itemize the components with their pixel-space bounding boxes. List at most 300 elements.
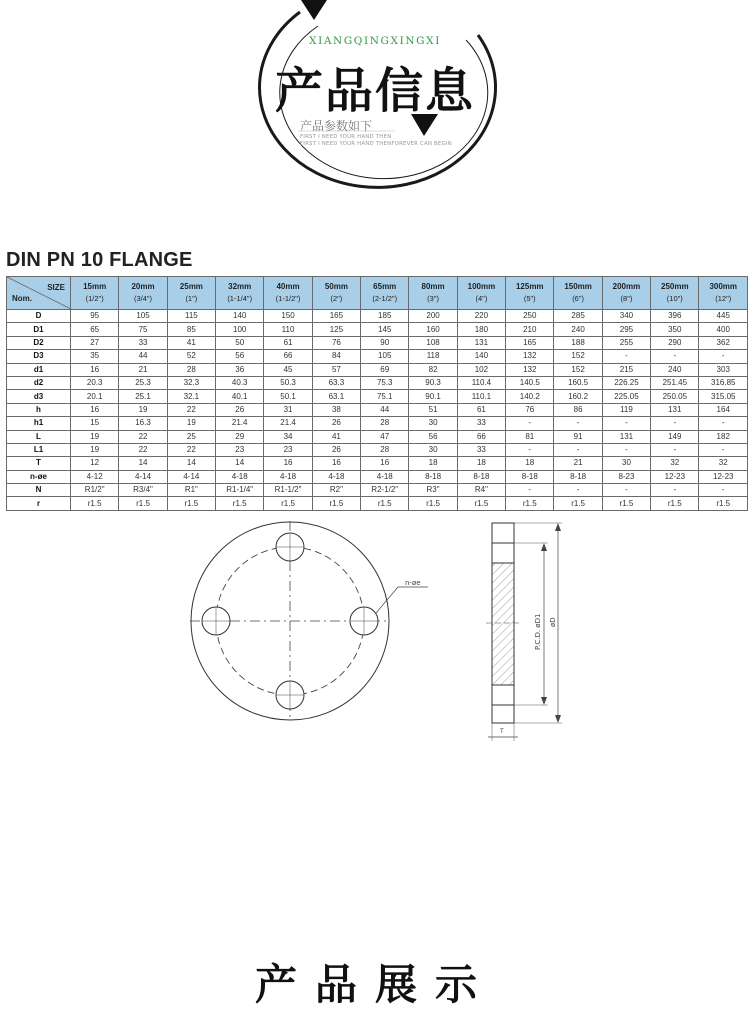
table-cell: 22 bbox=[167, 403, 215, 416]
table-cell: - bbox=[699, 443, 748, 456]
row-label: N bbox=[7, 484, 71, 497]
column-header bbox=[312, 277, 360, 310]
table-cell: 86 bbox=[554, 403, 602, 416]
table-cell: 152 bbox=[554, 350, 602, 363]
column-mm: 300mm bbox=[709, 282, 738, 291]
table-cell: 115 bbox=[167, 310, 215, 323]
table-cell: 50.1 bbox=[264, 390, 312, 403]
table-cell: 110.1 bbox=[457, 390, 505, 403]
table-cell: - bbox=[651, 443, 699, 456]
table-cell: 240 bbox=[651, 363, 699, 376]
table-cell: 14 bbox=[216, 457, 264, 470]
table-cell: 8-23 bbox=[602, 470, 650, 483]
subtitle-cn: 产品参数如下 bbox=[300, 119, 373, 133]
table-cell: 30 bbox=[409, 417, 457, 430]
row-label: d1 bbox=[7, 363, 71, 376]
table-cell: - bbox=[554, 484, 602, 497]
table-cell: 90.3 bbox=[409, 376, 457, 389]
row-label: D bbox=[7, 310, 71, 323]
latin-title: XIANGQINGXINGXI bbox=[309, 35, 441, 47]
drawing-svg bbox=[0, 515, 750, 755]
table-cell: 4-14 bbox=[167, 470, 215, 483]
table-cell: - bbox=[602, 417, 650, 430]
table-cell: 22 bbox=[119, 443, 167, 456]
table-cell: 140 bbox=[457, 350, 505, 363]
subtitle-en-2: FIRST I NEED YOUR HAND THENFOREVER CAN BEGIN bbox=[300, 141, 452, 147]
table-cell: - bbox=[699, 484, 748, 497]
table-cell: 28 bbox=[361, 443, 409, 456]
table-cell: R1-1/4" bbox=[216, 484, 264, 497]
table-row bbox=[7, 323, 748, 336]
table-cell: 50.3 bbox=[264, 376, 312, 389]
column-mm: 50mm bbox=[324, 282, 348, 291]
table-cell: 23 bbox=[264, 443, 312, 456]
table-cell: 108 bbox=[409, 336, 457, 349]
column-header bbox=[119, 277, 167, 310]
table-cell: r1.5 bbox=[409, 497, 457, 510]
table-cell: 27 bbox=[71, 336, 119, 349]
column-inch: (1") bbox=[185, 294, 198, 303]
table-cell: 65 bbox=[71, 323, 119, 336]
table-cell: - bbox=[506, 443, 554, 456]
table-cell: 316.85 bbox=[699, 376, 748, 389]
table-cell: r1.5 bbox=[457, 497, 505, 510]
column-header bbox=[361, 277, 409, 310]
column-inch: (3") bbox=[427, 294, 439, 303]
row-label: r bbox=[7, 497, 71, 510]
table-cell: - bbox=[699, 417, 748, 430]
pcd-label: P.C.D. øD1 bbox=[534, 613, 542, 650]
table-cell: - bbox=[506, 484, 554, 497]
table-cell: 315.05 bbox=[699, 390, 748, 403]
table-row bbox=[7, 457, 748, 470]
table-row bbox=[7, 484, 748, 497]
row-label: D2 bbox=[7, 336, 71, 349]
table-cell: 20.3 bbox=[71, 376, 119, 389]
table-cell: 33 bbox=[119, 336, 167, 349]
table-cell: 240 bbox=[554, 323, 602, 336]
subtitle-en-1: FIRST I NEED YOUR HAND THEN bbox=[300, 134, 392, 140]
column-mm: 15mm bbox=[83, 282, 107, 291]
table-cell: r1.5 bbox=[216, 497, 264, 510]
table-row bbox=[7, 310, 748, 323]
table-cell: 140 bbox=[216, 310, 264, 323]
row-label: d3 bbox=[7, 390, 71, 403]
table-cell: 19 bbox=[71, 430, 119, 443]
table-cell: 21.4 bbox=[264, 417, 312, 430]
row-label: h bbox=[7, 403, 71, 416]
table-cell: 18 bbox=[409, 457, 457, 470]
table-cell: 8-18 bbox=[457, 470, 505, 483]
table-row bbox=[7, 363, 748, 376]
column-header bbox=[264, 277, 312, 310]
table-cell: 56 bbox=[409, 430, 457, 443]
table-cell: 4-18 bbox=[361, 470, 409, 483]
table-cell: 36 bbox=[216, 363, 264, 376]
row-label: h1 bbox=[7, 417, 71, 430]
table-cell: 32.1 bbox=[167, 390, 215, 403]
table-cell: 16.3 bbox=[119, 417, 167, 430]
column-mm: 150mm bbox=[564, 282, 592, 291]
table-cell: 85 bbox=[167, 323, 215, 336]
table-cell: 66 bbox=[264, 350, 312, 363]
table-cell: R3/4" bbox=[119, 484, 167, 497]
table-cell: 105 bbox=[119, 310, 167, 323]
table-cell: 41 bbox=[312, 430, 360, 443]
table-row bbox=[7, 430, 748, 443]
table-cell: 35 bbox=[71, 350, 119, 363]
row-label: D3 bbox=[7, 350, 71, 363]
row-label: T bbox=[7, 457, 71, 470]
table-cell: r1.5 bbox=[71, 497, 119, 510]
table-cell: 81 bbox=[506, 430, 554, 443]
table-title: DIN PN 10 FLANGE bbox=[6, 249, 193, 271]
column-header bbox=[699, 277, 748, 310]
table-cell: 445 bbox=[699, 310, 748, 323]
table-header-row bbox=[7, 277, 748, 310]
table-cell: 90 bbox=[361, 336, 409, 349]
column-header bbox=[216, 277, 264, 310]
table-cell: R2" bbox=[312, 484, 360, 497]
table-cell: R1" bbox=[167, 484, 215, 497]
table-cell: 23 bbox=[216, 443, 264, 456]
table-cell: - bbox=[506, 417, 554, 430]
table-cell: 44 bbox=[361, 403, 409, 416]
table-cell: 32.3 bbox=[167, 376, 215, 389]
table-cell: 33 bbox=[457, 443, 505, 456]
column-inch: (1/2") bbox=[85, 294, 104, 303]
table-cell: R2-1/2" bbox=[361, 484, 409, 497]
column-inch: (1-1/4") bbox=[227, 294, 253, 303]
table-cell: 145 bbox=[361, 323, 409, 336]
table-cell: 63.3 bbox=[312, 376, 360, 389]
table-cell: 14 bbox=[119, 457, 167, 470]
table-cell: 95 bbox=[71, 310, 119, 323]
column-mm: 32mm bbox=[228, 282, 252, 291]
table-cell: 57 bbox=[312, 363, 360, 376]
table-cell: 340 bbox=[602, 310, 650, 323]
table-cell: 25 bbox=[167, 430, 215, 443]
table-cell: 110.4 bbox=[457, 376, 505, 389]
table-cell: 82 bbox=[409, 363, 457, 376]
table-cell: 4-14 bbox=[119, 470, 167, 483]
table-cell: 32 bbox=[651, 457, 699, 470]
table-cell: 140.2 bbox=[506, 390, 554, 403]
column-inch: (3/4") bbox=[133, 294, 153, 303]
column-header bbox=[602, 277, 650, 310]
table-cell: 303 bbox=[699, 363, 748, 376]
table-cell: 20.1 bbox=[71, 390, 119, 403]
table-cell: 16 bbox=[71, 403, 119, 416]
table-cell: 4-18 bbox=[264, 470, 312, 483]
table-cell: 50 bbox=[216, 336, 264, 349]
column-header bbox=[71, 277, 119, 310]
table-cell: 226.25 bbox=[602, 376, 650, 389]
od-label: øD bbox=[549, 617, 557, 627]
page-title: 产品信息 bbox=[274, 63, 475, 119]
table-cell: - bbox=[554, 443, 602, 456]
table-row bbox=[7, 350, 748, 363]
table-cell: 131 bbox=[602, 430, 650, 443]
column-mm: 40mm bbox=[276, 282, 300, 291]
table-cell: 295 bbox=[602, 323, 650, 336]
table-cell: 22 bbox=[119, 430, 167, 443]
table-cell: 4-18 bbox=[216, 470, 264, 483]
table-cell: R1/2" bbox=[71, 484, 119, 497]
table-cell: 28 bbox=[167, 363, 215, 376]
column-header bbox=[457, 277, 505, 310]
column-header bbox=[554, 277, 602, 310]
table-cell: - bbox=[602, 484, 650, 497]
side-view bbox=[486, 523, 562, 741]
table-cell: 8-18 bbox=[554, 470, 602, 483]
table-cell: 105 bbox=[361, 350, 409, 363]
table-cell: 15 bbox=[71, 417, 119, 430]
column-inch: (6") bbox=[572, 294, 585, 303]
column-inch: (4") bbox=[475, 294, 488, 303]
table-cell: 250.05 bbox=[651, 390, 699, 403]
table-cell: - bbox=[651, 350, 699, 363]
table-row bbox=[7, 376, 748, 389]
row-label: L1 bbox=[7, 443, 71, 456]
column-header bbox=[651, 277, 699, 310]
table-cell: 110 bbox=[264, 323, 312, 336]
table-cell: 255 bbox=[602, 336, 650, 349]
table-cell: 150 bbox=[264, 310, 312, 323]
side-hatched-body bbox=[492, 563, 514, 685]
table-cell: 12 bbox=[71, 457, 119, 470]
table-cell: r1.5 bbox=[312, 497, 360, 510]
table-cell: R3" bbox=[409, 484, 457, 497]
table-row bbox=[7, 336, 748, 349]
table-cell: 100 bbox=[216, 323, 264, 336]
table-row bbox=[7, 470, 748, 483]
table-cell: 200 bbox=[409, 310, 457, 323]
next-section-title: 产品展示 bbox=[254, 960, 495, 1009]
table-cell: 21 bbox=[119, 363, 167, 376]
column-mm: 200mm bbox=[612, 282, 641, 291]
table-cell: 19 bbox=[71, 443, 119, 456]
table-cell: 188 bbox=[554, 336, 602, 349]
table-cell: r1.5 bbox=[651, 497, 699, 510]
table-cell: 250 bbox=[506, 310, 554, 323]
table-cell: 44 bbox=[119, 350, 167, 363]
table-cell: 210 bbox=[506, 323, 554, 336]
front-view bbox=[190, 521, 428, 721]
table-cell: 215 bbox=[602, 363, 650, 376]
table-cell: 75.3 bbox=[361, 376, 409, 389]
column-mm: 125mm bbox=[515, 282, 544, 291]
table-cell: 180 bbox=[457, 323, 505, 336]
table-cell: 31 bbox=[264, 403, 312, 416]
table-cell: 160.2 bbox=[554, 390, 602, 403]
column-header bbox=[167, 277, 215, 310]
table-cell: 149 bbox=[651, 430, 699, 443]
table-cell: 132 bbox=[506, 363, 554, 376]
table-cell: 66 bbox=[457, 430, 505, 443]
table-cell: r1.5 bbox=[264, 497, 312, 510]
table-cell: 165 bbox=[506, 336, 554, 349]
table-cell: 160.5 bbox=[554, 376, 602, 389]
column-mm: 20mm bbox=[131, 282, 155, 291]
table-cell: 25.1 bbox=[119, 390, 167, 403]
table-cell: 16 bbox=[312, 457, 360, 470]
table-cell: 52 bbox=[167, 350, 215, 363]
table-cell: 45 bbox=[264, 363, 312, 376]
thickness-label: T bbox=[500, 728, 504, 735]
table-cell: 14 bbox=[167, 457, 215, 470]
table-row bbox=[7, 497, 748, 510]
table-cell: 396 bbox=[651, 310, 699, 323]
table-cell: 400 bbox=[699, 323, 748, 336]
table-cell: R1-1/2" bbox=[264, 484, 312, 497]
table-cell: 28 bbox=[361, 417, 409, 430]
table-cell: r1.5 bbox=[167, 497, 215, 510]
table-cell: - bbox=[554, 417, 602, 430]
table-cell: 12-23 bbox=[651, 470, 699, 483]
corner-size-label: SIZE bbox=[47, 283, 65, 292]
table-cell: 251.45 bbox=[651, 376, 699, 389]
table-cell: 285 bbox=[554, 310, 602, 323]
table-cell: 290 bbox=[651, 336, 699, 349]
table-body bbox=[7, 310, 748, 511]
row-label: D1 bbox=[7, 323, 71, 336]
column-inch: (12") bbox=[715, 294, 732, 303]
table-cell: - bbox=[699, 350, 748, 363]
table-cell: 18 bbox=[457, 457, 505, 470]
table-cell: 160 bbox=[409, 323, 457, 336]
table-cell: 119 bbox=[602, 403, 650, 416]
column-inch: (1-1/2") bbox=[275, 294, 301, 303]
table-cell: 4-18 bbox=[312, 470, 360, 483]
table-cell: 21 bbox=[554, 457, 602, 470]
table-cell: 75 bbox=[119, 323, 167, 336]
column-mm: 25mm bbox=[179, 282, 203, 291]
table-cell: 131 bbox=[651, 403, 699, 416]
table-cell: 90.1 bbox=[409, 390, 457, 403]
table-cell: 63.1 bbox=[312, 390, 360, 403]
table-cell: 165 bbox=[312, 310, 360, 323]
table-cell: 32 bbox=[699, 457, 748, 470]
table-row bbox=[7, 390, 748, 403]
table-cell: 26 bbox=[312, 443, 360, 456]
table-cell: 40.1 bbox=[216, 390, 264, 403]
table-cell: 16 bbox=[361, 457, 409, 470]
table-cell: 41 bbox=[167, 336, 215, 349]
flange-drawing bbox=[0, 515, 750, 759]
table-cell: 182 bbox=[699, 430, 748, 443]
table-cell: 18 bbox=[506, 457, 554, 470]
table-cell: 102 bbox=[457, 363, 505, 376]
table-row bbox=[7, 417, 748, 430]
table-cell: 19 bbox=[119, 403, 167, 416]
column-header bbox=[506, 277, 554, 310]
column-mm: 65mm bbox=[373, 282, 397, 291]
column-header bbox=[409, 277, 457, 310]
row-label: d2 bbox=[7, 376, 71, 389]
table-cell: 8-18 bbox=[409, 470, 457, 483]
table-cell: 362 bbox=[699, 336, 748, 349]
table-cell: 225.05 bbox=[602, 390, 650, 403]
table-cell: 220 bbox=[457, 310, 505, 323]
table-cell: 131 bbox=[457, 336, 505, 349]
table-cell: 26 bbox=[216, 403, 264, 416]
table-cell: 118 bbox=[409, 350, 457, 363]
table-cell: 29 bbox=[216, 430, 264, 443]
table-cell: 34 bbox=[264, 430, 312, 443]
triangle-top-icon bbox=[301, 0, 327, 20]
table-cell: 91 bbox=[554, 430, 602, 443]
row-label: L bbox=[7, 430, 71, 443]
table-cell: r1.5 bbox=[699, 497, 748, 510]
corner-nom-label: Nom. bbox=[12, 294, 32, 303]
table-cell: r1.5 bbox=[554, 497, 602, 510]
table-cell: 16 bbox=[264, 457, 312, 470]
table-row bbox=[7, 403, 748, 416]
table-cell: - bbox=[651, 417, 699, 430]
table-corner-cell bbox=[7, 277, 71, 310]
table-cell: 125 bbox=[312, 323, 360, 336]
table-cell: 33 bbox=[457, 417, 505, 430]
table-cell: 76 bbox=[506, 403, 554, 416]
table-cell: 38 bbox=[312, 403, 360, 416]
table-cell: 185 bbox=[361, 310, 409, 323]
table-cell: 350 bbox=[651, 323, 699, 336]
table-cell: - bbox=[602, 350, 650, 363]
table-cell: 69 bbox=[361, 363, 409, 376]
table-cell: 47 bbox=[361, 430, 409, 443]
table-cell: 75.1 bbox=[361, 390, 409, 403]
table-cell: 19 bbox=[167, 417, 215, 430]
table-row bbox=[7, 443, 748, 456]
table-cell: r1.5 bbox=[602, 497, 650, 510]
table-cell: 4-12 bbox=[71, 470, 119, 483]
column-inch: (8") bbox=[620, 294, 633, 303]
table-cell: 56 bbox=[216, 350, 264, 363]
column-inch: (2-1/2") bbox=[372, 294, 398, 303]
table-cell: 164 bbox=[699, 403, 748, 416]
table-cell: 40.3 bbox=[216, 376, 264, 389]
hole-label: n-øe bbox=[405, 579, 421, 587]
table-cell: 84 bbox=[312, 350, 360, 363]
table-cell: 26 bbox=[312, 417, 360, 430]
table-cell: 8-18 bbox=[506, 470, 554, 483]
table-cell: 76 bbox=[312, 336, 360, 349]
table-cell: 61 bbox=[457, 403, 505, 416]
column-inch: (10") bbox=[666, 294, 683, 303]
table-cell: 51 bbox=[409, 403, 457, 416]
table-cell: 16 bbox=[71, 363, 119, 376]
table-cell: 21.4 bbox=[216, 417, 264, 430]
column-inch: (2") bbox=[330, 294, 343, 303]
table-cell: 30 bbox=[602, 457, 650, 470]
table-cell: r1.5 bbox=[119, 497, 167, 510]
row-label: n-øe bbox=[7, 470, 71, 483]
table-cell: 140.5 bbox=[506, 376, 554, 389]
table-cell: 12-23 bbox=[699, 470, 748, 483]
column-mm: 100mm bbox=[467, 282, 496, 291]
table-cell: - bbox=[602, 443, 650, 456]
table-cell: r1.5 bbox=[361, 497, 409, 510]
column-inch: (5") bbox=[523, 294, 536, 303]
table-cell: 61 bbox=[264, 336, 312, 349]
table-cell: 30 bbox=[409, 443, 457, 456]
table-cell: 25.3 bbox=[119, 376, 167, 389]
column-mm: 250mm bbox=[661, 282, 689, 291]
column-mm: 80mm bbox=[421, 282, 445, 291]
table-cell: 132 bbox=[506, 350, 554, 363]
header-emblem bbox=[0, 0, 750, 215]
